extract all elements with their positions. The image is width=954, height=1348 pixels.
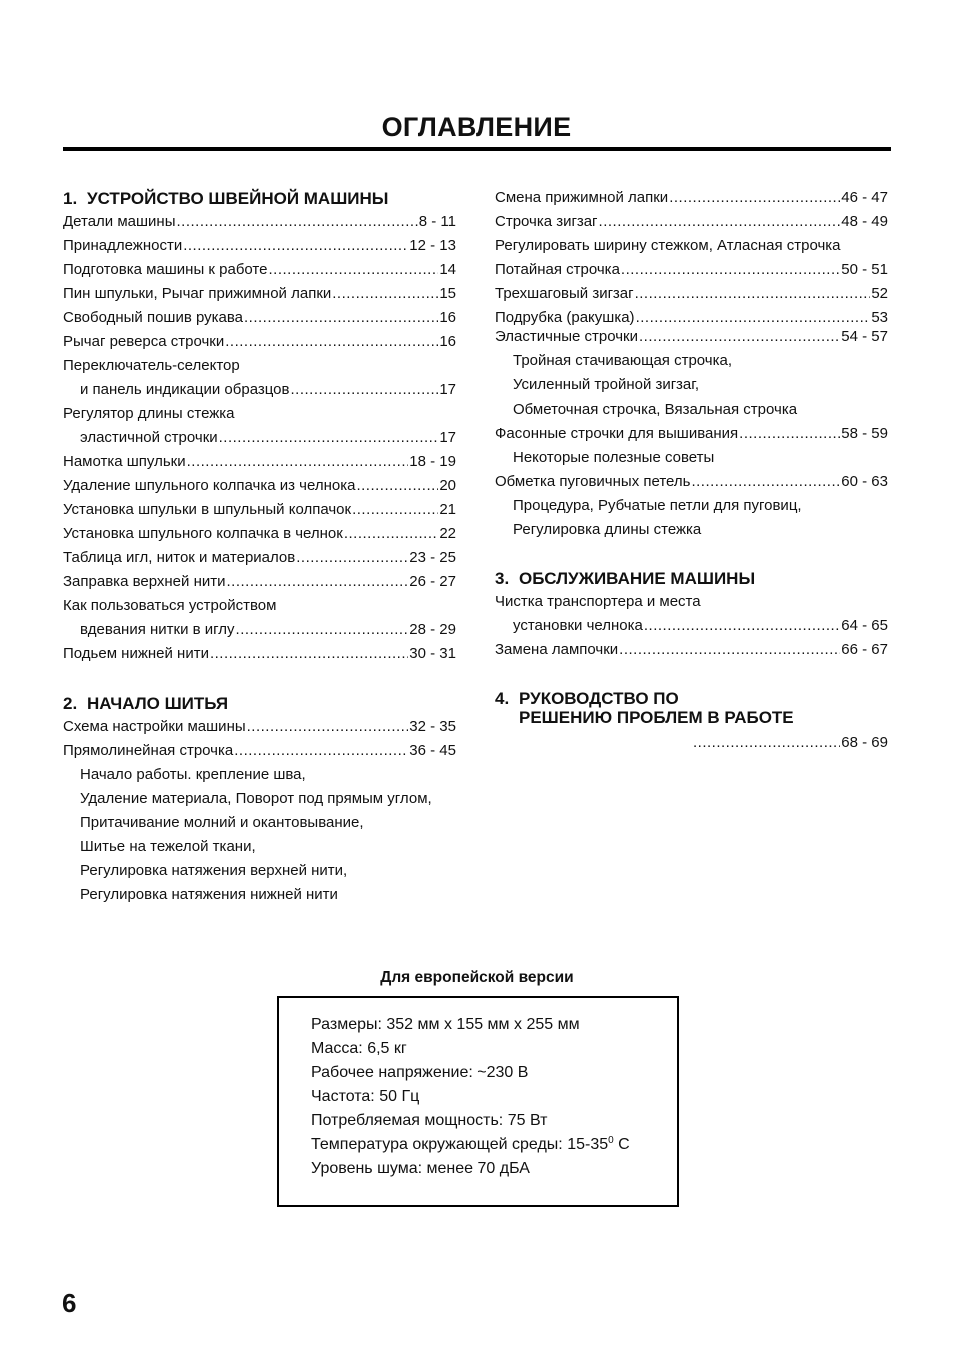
toc-entry bbox=[495, 641, 888, 659]
toc-entry bbox=[63, 309, 456, 327]
spec-temperature bbox=[311, 1135, 630, 1155]
toc-entry bbox=[63, 237, 456, 255]
toc-subentry: Регулировка натяжения нижней нити bbox=[80, 886, 338, 903]
toc-entry-page: 30 - 31 bbox=[409, 645, 456, 662]
toc-entry-page: 20 bbox=[439, 477, 456, 494]
toc-entry-text: Удаление шпульного колпачка из челнока bbox=[63, 477, 356, 494]
spec-frequency: Частота: 50 Гц bbox=[311, 1088, 420, 1105]
toc-entry-page: 22 bbox=[439, 525, 456, 542]
toc-entry-page: 58 - 59 bbox=[841, 425, 888, 442]
toc-entry-page: 48 - 49 bbox=[841, 213, 888, 230]
toc-entry-text: Свободный пошив рукава bbox=[63, 309, 244, 326]
dot-leader bbox=[247, 718, 409, 736]
toc-entry-page: 54 - 57 bbox=[841, 328, 888, 345]
toc-entry bbox=[63, 285, 456, 303]
dot-leader bbox=[176, 213, 417, 231]
toc-entry-text: Рычаг реверса строчки bbox=[63, 333, 225, 350]
toc-entry-text: Регулировать ширину стежком, Атласная строчка bbox=[495, 237, 841, 254]
toc-subentry: Обметочная строчка, Вязальная строчка bbox=[513, 401, 798, 418]
toc-entry-text: Обметка пуговичных петель bbox=[495, 473, 691, 490]
spec-temperature-text: Температура окружающей среды: 15-35 bbox=[311, 1136, 609, 1153]
section-3-heading bbox=[495, 569, 755, 589]
toc-entry-page: 60 - 63 bbox=[841, 473, 888, 490]
toc-entry-page: 8 - 11 bbox=[418, 213, 456, 230]
dot-leader bbox=[225, 333, 438, 351]
toc-entry-text: Фасонные строчки для вышивания bbox=[495, 425, 739, 442]
toc-entry-page: 14 bbox=[439, 261, 456, 278]
dot-leader bbox=[210, 645, 408, 663]
section-title: ОБСЛУЖИВАНИЕ МАШИНЫ bbox=[519, 569, 756, 588]
toc-entry-text: Чистка транспортера и места bbox=[495, 593, 701, 610]
toc-entry bbox=[495, 473, 888, 491]
toc-entry-page: 16 bbox=[439, 333, 456, 350]
toc-subentry: Начало работы. крепление шва, bbox=[80, 766, 306, 783]
toc-entry-text: Трехшаговый зигзаг bbox=[495, 285, 634, 302]
toc-entry-text: Регулятор длины стежка bbox=[63, 405, 235, 422]
dot-leader bbox=[332, 285, 438, 303]
dot-leader bbox=[183, 237, 408, 255]
section-number: 1. bbox=[63, 189, 78, 208]
european-version-title: Для европейской версии bbox=[380, 969, 574, 986]
toc-entry-page: 15 bbox=[439, 285, 456, 302]
toc-entry-text: Схема настройки машины bbox=[63, 718, 246, 735]
toc-entry-text: Смена прижимной лапки bbox=[495, 189, 669, 206]
toc-entry-page: 17 bbox=[439, 429, 456, 446]
toc-entry-text: установки челнока bbox=[513, 617, 643, 634]
dot-leader bbox=[693, 734, 840, 752]
toc-entry-page: 52 bbox=[871, 285, 888, 302]
toc-entry bbox=[63, 718, 456, 736]
toc-entry-page: 32 - 35 bbox=[409, 718, 456, 735]
toc-entry-page: 46 - 47 bbox=[841, 189, 888, 206]
section-2-heading bbox=[63, 694, 228, 714]
toc-entry-page: 28 - 29 bbox=[409, 621, 456, 638]
toc-entry bbox=[80, 429, 456, 447]
toc-entry-text: Установка шпульного колпачка в челнок bbox=[63, 525, 343, 542]
toc-entry bbox=[63, 261, 456, 279]
spec-power: Потребляемая мощность: 75 Вт bbox=[311, 1112, 548, 1129]
dot-leader bbox=[739, 425, 840, 443]
spec-temperature-unit: С bbox=[613, 1136, 630, 1153]
toc-entry-page: 12 - 13 bbox=[409, 237, 456, 254]
section-4-heading-line2: РЕШЕНИЮ ПРОБЛЕМ В РАБОТЕ bbox=[519, 708, 794, 727]
toc-subentry: Усиленный тройной зигзаг, bbox=[513, 376, 700, 393]
toc-subentry: Тройная стачивающая строчка, bbox=[513, 352, 733, 369]
toc-entry-page: 68 - 69 bbox=[841, 734, 888, 751]
section-number: 3. bbox=[495, 569, 510, 588]
spec-voltage: Рабочее напряжение: ~230 В bbox=[311, 1064, 529, 1081]
toc-entry-text: Подрубка (ракушка) bbox=[495, 309, 635, 326]
toc-entry-text: Заправка верхней нити bbox=[63, 573, 226, 590]
dot-leader bbox=[621, 261, 840, 279]
toc-entry bbox=[495, 309, 888, 327]
toc-entry-text: Таблица игл, ниток и материалов bbox=[63, 549, 296, 566]
toc-entry-text: Потайная строчка bbox=[495, 261, 620, 278]
toc-entry-text: Детали машины bbox=[63, 213, 176, 230]
toc-entry bbox=[63, 453, 456, 471]
toc-entry-page: 18 - 19 bbox=[409, 453, 456, 470]
dot-leader bbox=[187, 453, 409, 471]
toc-entry bbox=[692, 734, 888, 752]
toc-entry-text: Строчка зигзаг bbox=[495, 213, 598, 230]
section-title: УСТРОЙСТВО ШВЕЙНОЙ МАШИНЫ bbox=[87, 189, 389, 208]
toc-entry bbox=[63, 333, 456, 351]
toc-entry-page: 53 bbox=[871, 309, 888, 326]
dot-leader bbox=[268, 261, 438, 279]
dot-leader bbox=[244, 309, 438, 327]
toc-entry-text: Как пользоваться устройством bbox=[63, 597, 277, 614]
toc-entry-page: 23 - 25 bbox=[409, 549, 456, 566]
toc-entry-text: Подготовка машины к работе bbox=[63, 261, 268, 278]
toc-entry bbox=[63, 213, 456, 231]
spec-temperature-degree: 0 bbox=[608, 1135, 614, 1146]
toc-entry bbox=[63, 645, 456, 663]
section-title: РУКОВОДСТВО ПО bbox=[519, 689, 679, 708]
toc-entry-text: Переключатель-селектор bbox=[63, 357, 240, 374]
toc-entry-text: вдевания нитки в иглу bbox=[80, 621, 235, 638]
dot-leader bbox=[691, 473, 840, 491]
dot-leader bbox=[290, 381, 438, 399]
dot-leader bbox=[219, 429, 439, 447]
toc-entry bbox=[63, 549, 456, 567]
dot-leader bbox=[639, 328, 840, 346]
toc-entry-text: Замена лампочки bbox=[495, 641, 619, 658]
dot-leader bbox=[356, 477, 438, 495]
dot-leader bbox=[226, 573, 408, 591]
toc-subentry: Притачивание молний и окантовывание, bbox=[80, 814, 364, 831]
toc-entry-text: Намотка шпульки bbox=[63, 453, 186, 470]
dot-leader bbox=[234, 742, 408, 760]
spec-mass: Масса: 6,5 кг bbox=[311, 1040, 407, 1057]
toc-subentry: Шитье на тежелой ткани, bbox=[80, 838, 256, 855]
toc-entry bbox=[495, 261, 888, 279]
toc-entry bbox=[513, 617, 888, 635]
section-number: 4. bbox=[495, 689, 510, 708]
toc-entry bbox=[495, 189, 888, 207]
dot-leader bbox=[644, 617, 840, 635]
spec-dimensions: Размеры: 352 мм х 155 мм х 255 мм bbox=[311, 1016, 580, 1033]
toc-entry-text: эластичной строчки bbox=[80, 429, 218, 446]
toc-entry bbox=[495, 425, 888, 443]
toc-entry bbox=[80, 381, 456, 399]
page-number: 6 bbox=[62, 1288, 77, 1318]
toc-entry-page: 21 bbox=[439, 501, 456, 518]
toc-entry-page: 64 - 65 bbox=[841, 617, 888, 634]
toc-entry-page: 66 - 67 bbox=[841, 641, 888, 658]
toc-entry-page: 16 bbox=[439, 309, 456, 326]
section-number: 2. bbox=[63, 694, 78, 713]
dot-leader bbox=[236, 621, 409, 639]
dot-leader bbox=[635, 285, 871, 303]
toc-entry-text: Установка шпульки в шпульный колпачок bbox=[63, 501, 352, 518]
toc-subentry: Процедура, Рубчатые петли для пуговиц, bbox=[513, 497, 802, 514]
toc-entry bbox=[495, 328, 888, 346]
dot-leader bbox=[344, 525, 438, 543]
dot-leader bbox=[636, 309, 871, 327]
toc-entry bbox=[63, 477, 456, 495]
page-title: ОГЛАВЛЕНИЕ bbox=[381, 112, 572, 142]
toc-entry bbox=[63, 742, 456, 760]
section-title: НАЧАЛО ШИТЬЯ bbox=[87, 694, 229, 713]
toc-entry-page: 50 - 51 bbox=[841, 261, 888, 278]
toc-entry-text: и панель индикации образцов bbox=[80, 381, 290, 398]
dot-leader bbox=[296, 549, 408, 567]
toc-entry-text: Прямолинейная строчка bbox=[63, 742, 234, 759]
toc-entry-page: 36 - 45 bbox=[409, 742, 456, 759]
toc-entry bbox=[63, 573, 456, 591]
title-rule bbox=[63, 147, 891, 151]
toc-entry-text: Принадлежности bbox=[63, 237, 183, 254]
toc-entry bbox=[495, 285, 888, 303]
toc-entry bbox=[63, 525, 456, 543]
dot-leader bbox=[619, 641, 840, 659]
dot-leader bbox=[599, 213, 841, 231]
toc-entry-page: 26 - 27 bbox=[409, 573, 456, 590]
toc-subentry: Регулировка натяжения верхней нити, bbox=[80, 862, 348, 879]
toc-entry bbox=[80, 621, 456, 639]
toc-entry-text: Пин шпульки, Рычаг прижимной лапки bbox=[63, 285, 332, 302]
toc-entry-text: Эластичные строчки bbox=[495, 328, 638, 345]
toc-subentry: Некоторые полезные советы bbox=[513, 449, 715, 466]
toc-subentry: Удаление материала, Поворот под прямым углом, bbox=[80, 790, 432, 807]
toc-entry bbox=[63, 501, 456, 519]
section-1-heading bbox=[63, 189, 388, 209]
toc-subentry: Регулировка длины стежка bbox=[513, 521, 702, 538]
toc-entry-page: 17 bbox=[439, 381, 456, 398]
toc-entry bbox=[495, 213, 888, 231]
spec-noise: Уровень шума: менее 70 дБА bbox=[311, 1160, 530, 1177]
dot-leader bbox=[669, 189, 840, 207]
toc-entry-text: Подьем нижней нити bbox=[63, 645, 209, 662]
section-4-heading bbox=[495, 689, 679, 709]
dot-leader bbox=[352, 501, 438, 519]
